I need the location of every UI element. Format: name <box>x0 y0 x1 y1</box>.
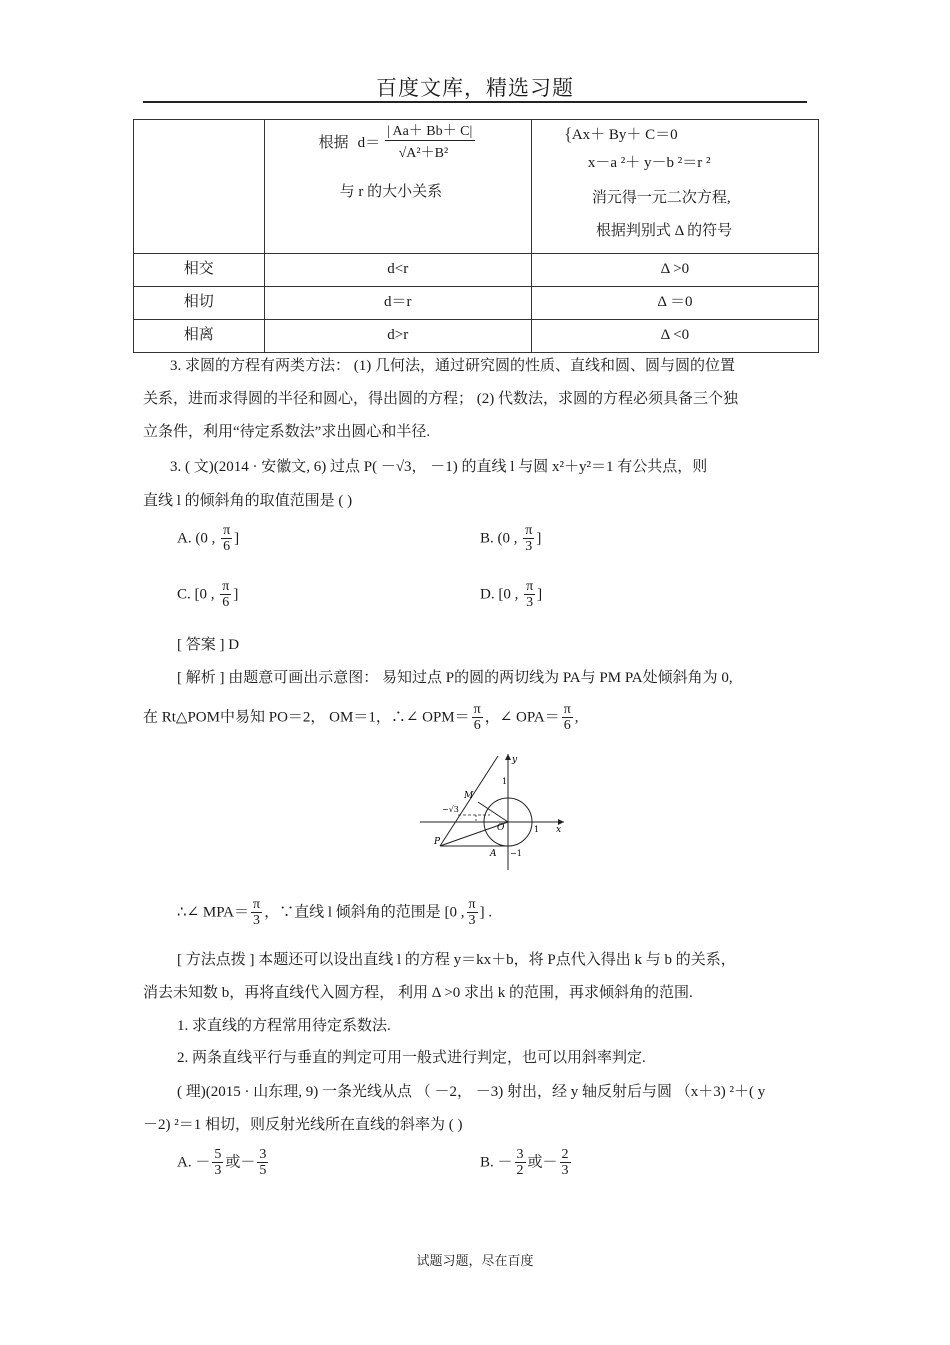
or-text: 或－ <box>527 1154 558 1171</box>
q9-option-b-label: B. － <box>480 1154 513 1171</box>
algebraic-method-cell <box>531 120 818 254</box>
frac-den: 2 <box>516 1163 524 1178</box>
frac-num: π <box>526 579 534 594</box>
tip-2: 2. 两条直线平行与垂直的判定可用一般式进行判定，也可以用斜率判定. <box>177 1050 646 1066</box>
frac-num: 2 <box>561 1147 569 1162</box>
label-o: O <box>497 823 505 833</box>
frac-den: 3 <box>525 539 533 554</box>
question-3-line2: 直线 l 的倾斜角的取值范围是 ( ) <box>143 493 353 509</box>
fraction-pi-3 <box>467 897 478 929</box>
method-tip-line1: [ 方法点拨 ] 本题还可以设出直线 l 的方程 y＝kx＋b，将 P点代入得出 k 与 b 的关系， <box>177 952 736 968</box>
frac-den: 6 <box>222 595 230 610</box>
option-a-label: A. (0 , <box>177 530 216 547</box>
geo-separate: d>r <box>264 320 531 353</box>
q9-option-a <box>177 1147 270 1179</box>
fraction-5-3 <box>212 1147 223 1179</box>
fraction-3-2 <box>515 1147 526 1179</box>
method1-denominator: √A²＋B² <box>398 146 449 161</box>
frac-num: 3 <box>516 1147 524 1162</box>
bracket: ] <box>233 586 239 603</box>
option-b <box>480 523 541 555</box>
option-c-fraction <box>220 579 231 611</box>
analysis-text-2: ，∠ OPA＝ <box>484 709 560 726</box>
method-tip-line2: 消去未知数 b，再将直线代入圆方程， 利用 Δ >0 求出 k 的范围，再求倾斜角的范围. <box>143 985 693 1001</box>
conclusion-text-1: ∴∠ MPA＝ <box>177 904 249 921</box>
frac-den: 6 <box>563 718 571 733</box>
method1-numerator: | Aa＋ Bb＋ C| <box>385 120 475 141</box>
row-label-intersect: 相交 <box>134 254 265 287</box>
axis-x-label: x <box>556 825 562 835</box>
method2-line1: Ax＋ By＋ C＝0 <box>571 127 678 143</box>
option-b-fraction <box>523 523 534 555</box>
tangent-diagram <box>418 750 566 872</box>
frac-den: 3 <box>214 1163 222 1178</box>
method1-d: d＝ <box>357 135 381 151</box>
geo-intersect: d<r <box>264 254 531 287</box>
question-9-line2: －2) ²＝1 相切，则反射光线所在直线的斜率为 ( ) <box>143 1117 463 1133</box>
row-label-tangent: 相切 <box>134 287 265 320</box>
frac-den: 5 <box>259 1163 267 1178</box>
frac-den: 3 <box>468 913 476 928</box>
circle-line-relation-table <box>133 119 819 353</box>
method2-line4: 根据判别式 Δ 的符号 <box>595 223 733 239</box>
alg-intersect: Δ >0 <box>531 254 818 287</box>
analysis-line2 <box>143 702 579 734</box>
alg-tangent: Δ ＝0 <box>531 287 818 320</box>
q9-option-a-label: A. － <box>177 1154 211 1171</box>
or-text: 或－ <box>225 1154 256 1171</box>
page-header-title: 百度文库，精选习题 <box>376 76 574 100</box>
frac-num: π <box>473 702 481 717</box>
header-rule <box>143 101 807 103</box>
method-paragraph-line3: 立条件，利用“待定系数法”求出圆心和半径. <box>143 424 431 440</box>
brace-icon: { <box>563 124 573 144</box>
method-paragraph-line2: 关系，进而求得圆的半径和圆心，得出圆的方程； (2) 代数法，求圆的方程必须具备三个独 <box>143 391 738 407</box>
tangent-pm <box>440 756 498 846</box>
question-9-line1: ( 理)(2015 · 山东理, 9) 一条光线从点 （ －2， －3) 射出，经 y 轴反射后与圆 （x＋3) ²＋( y <box>177 1084 766 1100</box>
option-c-label: C. [0 , <box>177 586 215 603</box>
frac-den: 3 <box>561 1163 569 1178</box>
label-neg-1: −1 <box>510 849 522 858</box>
conclusion-line <box>177 897 492 929</box>
conclusion-text-2: ，∵直线 l 倾斜角的范围是 [0 , <box>264 904 465 921</box>
axis-y-label: y <box>512 755 518 765</box>
segment-om <box>478 802 508 822</box>
fraction-3-5 <box>257 1147 268 1179</box>
method1-compare: 与 r 的大小关系 <box>339 184 443 200</box>
analysis-text-3: , <box>574 709 579 726</box>
label-x-1: 1 <box>534 825 540 834</box>
q9-option-b <box>480 1147 573 1179</box>
option-b-label: B. (0 , <box>480 530 518 547</box>
frac-den: 3 <box>526 595 534 610</box>
method-paragraph-line1: 3. 求圆的方程有两类方法： (1) 几何法，通过研究圆的性质、直线和圆、圆与圆的位置 <box>170 358 735 374</box>
option-d <box>480 579 542 611</box>
option-a-fraction <box>221 523 232 555</box>
bracket: ] <box>537 586 543 603</box>
frac-num: 3 <box>259 1147 267 1162</box>
frac-den: 6 <box>223 539 231 554</box>
frac-num: 5 <box>214 1147 222 1162</box>
label-neg-sqrt3: −√3 <box>442 805 459 814</box>
tip-1: 1. 求直线的方程常用待定系数法. <box>177 1018 391 1034</box>
method2-line3: 消元得一元二次方程, <box>591 190 731 206</box>
frac-num: π <box>222 579 230 594</box>
page-footer: 试题习题，尽在百度 <box>416 1253 534 1268</box>
y-axis-arrow-icon <box>505 754 511 760</box>
label-a: A <box>490 849 497 859</box>
frac-den: 3 <box>253 913 261 928</box>
label-m: M <box>464 791 474 801</box>
analysis-line1: [ 解析 ] 由题意可画出示意图： 易知过点 P的圆的两切线为 PA与 PM PA处倾斜角为 0, <box>177 670 733 686</box>
fraction-pi-6 <box>472 702 483 734</box>
method2-line2: x－a ²＋ y－b ²＝r ² <box>587 155 711 171</box>
geo-tangent: d＝r <box>264 287 531 320</box>
option-d-fraction <box>524 579 535 611</box>
label-y-1: 1 <box>502 777 508 786</box>
alg-separate: Δ <0 <box>531 320 818 353</box>
fraction-2-3 <box>560 1147 571 1179</box>
table-corner-cell <box>134 120 265 254</box>
row-label-separate: 相离 <box>134 320 265 353</box>
option-d-label: D. [0 , <box>480 586 519 603</box>
answer-line: [ 答案 ] D <box>177 637 240 653</box>
frac-num: π <box>253 897 261 912</box>
bracket: ] <box>536 530 542 547</box>
frac-num: π <box>223 523 231 538</box>
analysis-text-1: 在 Rt△POM中易知 PO＝2， OM＝1，∴∠ OPM＝ <box>143 709 470 726</box>
geometric-method-cell <box>264 120 531 254</box>
option-a <box>177 523 239 555</box>
option-c <box>177 579 238 611</box>
frac-num: π <box>468 897 476 912</box>
fraction-pi-6 <box>562 702 573 734</box>
frac-num: π <box>525 523 533 538</box>
question-3-line1: 3. ( 文)(2014 · 安徽文, 6) 过点 P( －√3， －1) 的直线 l 与圆 x²＋y²＝1 有公共点，则 <box>170 459 708 475</box>
bracket: ] <box>234 530 240 547</box>
method1-prefix: 根据 <box>318 135 349 151</box>
label-p: P <box>434 837 441 847</box>
frac-den: 6 <box>473 718 481 733</box>
frac-num: π <box>563 702 571 717</box>
conclusion-text-3: ] . <box>479 904 493 921</box>
fraction-pi-3 <box>251 897 262 929</box>
